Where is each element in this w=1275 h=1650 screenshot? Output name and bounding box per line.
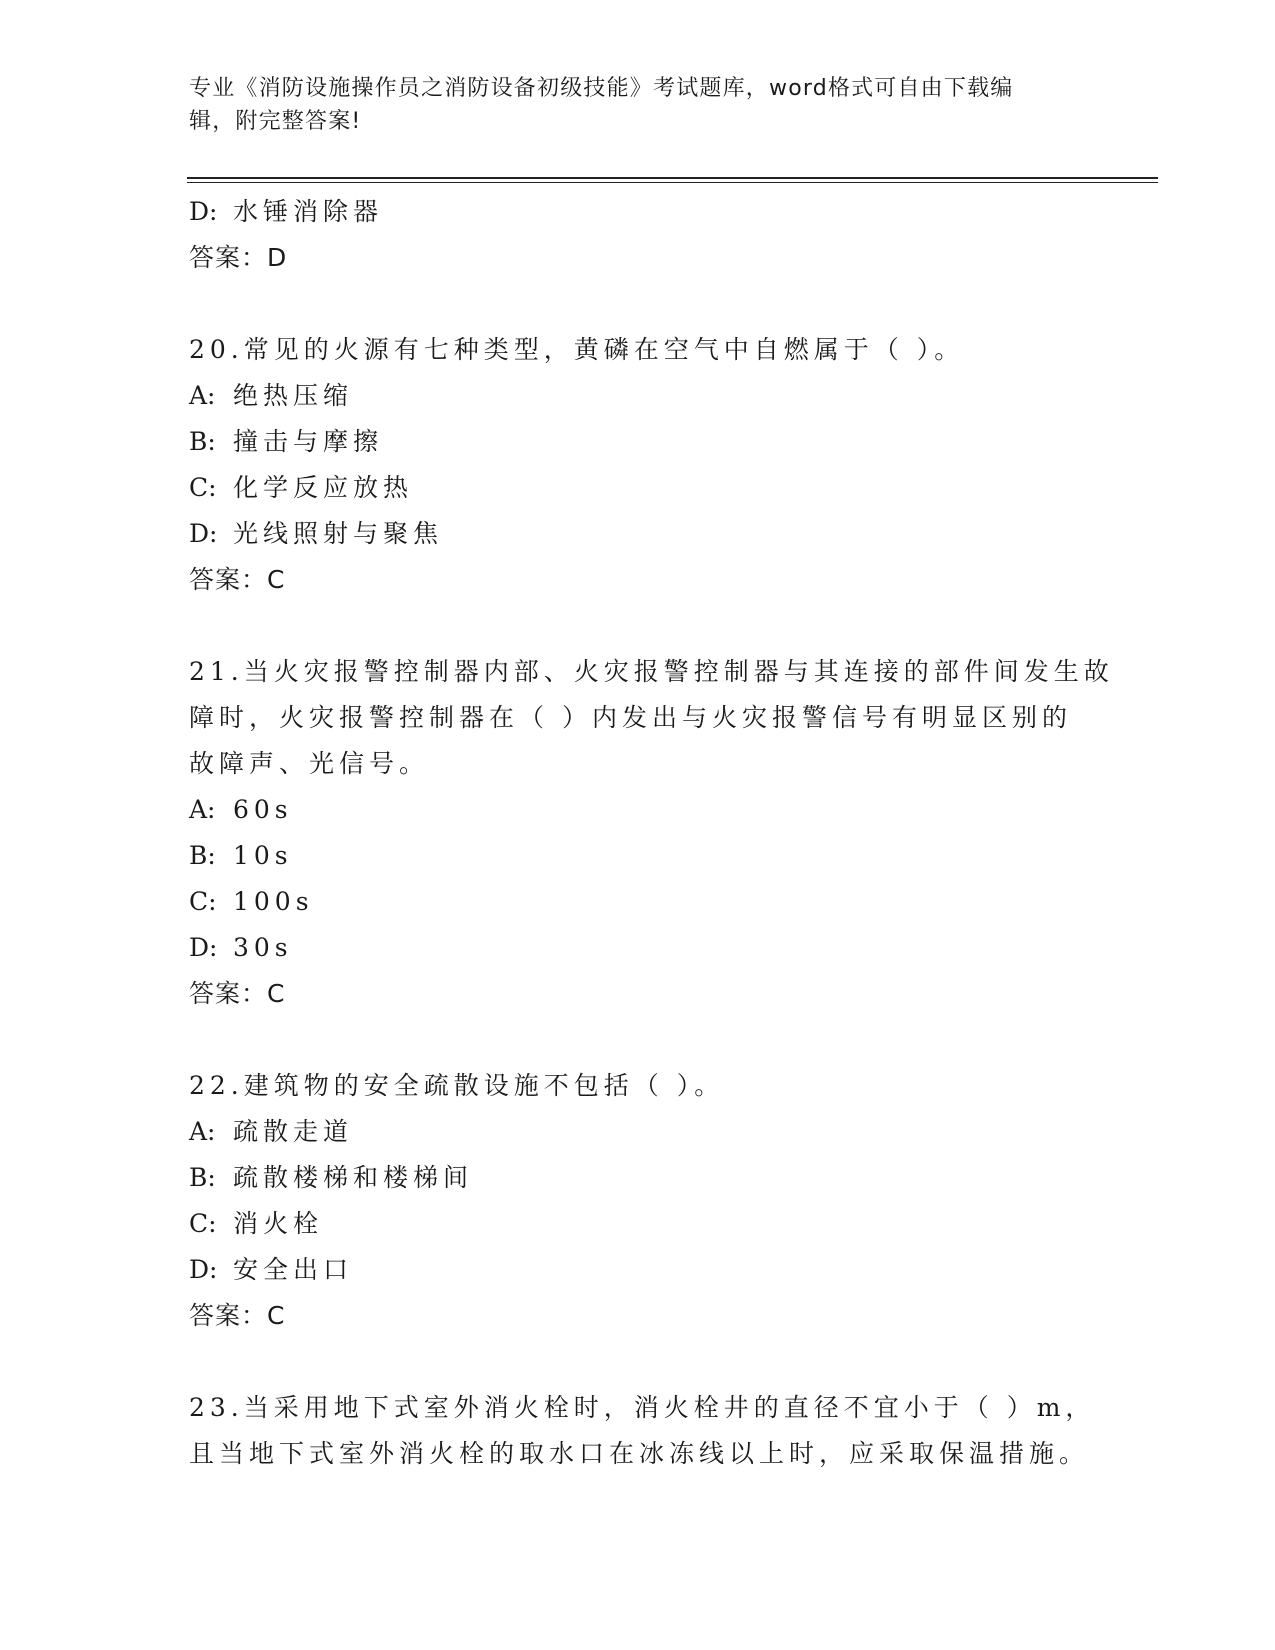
option-text: 撞击与摩擦 (233, 427, 384, 456)
option-text: 10s (233, 841, 293, 870)
option-label: B: (189, 841, 216, 870)
option-text: 安全出口 (233, 1255, 354, 1284)
header-divider-thick (187, 177, 1158, 179)
question-21 (189, 649, 1114, 1017)
answer-line: 答案：C (189, 1301, 286, 1330)
option-label: D: (189, 1255, 218, 1284)
option-item (189, 833, 1089, 879)
question-19-tail (189, 189, 1089, 281)
header-line-2: 辑，附完整答案! (189, 109, 362, 134)
option-label: C: (189, 1209, 217, 1238)
option-item (189, 925, 1089, 971)
option-label: A: (189, 381, 216, 410)
option-item (189, 1155, 1089, 1201)
option-label: C: (189, 887, 217, 916)
option-label: D: (189, 197, 218, 226)
option-text: 疏散楼梯和楼梯间 (233, 1163, 474, 1192)
header-line-1: 专业《消防设施操作员之消防设备初级技能》考试题库，word格式可自由下载编 (189, 76, 1014, 101)
question-content (189, 189, 1114, 1477)
option-item (189, 787, 1089, 833)
option-label: C: (189, 473, 217, 502)
question-23 (189, 1385, 1096, 1477)
question-text: 23.当采用地下式室外消火栓时，消火栓井的直径不宜小于（ ）m， (189, 1393, 1096, 1422)
question-text: 障时，火灾报警控制器在（ ）内发出与火灾报警信号有明显区别的 (189, 703, 1072, 732)
option-text: 水锤消除器 (233, 197, 384, 226)
option-item (189, 1109, 1089, 1155)
option-text: 光线照射与聚焦 (233, 519, 444, 548)
question-text: 故障声、光信号。 (189, 749, 430, 778)
option-text: 60s (233, 795, 293, 824)
question-text: 21.当火灾报警控制器内部、火灾报警控制器与其连接的部件间发生故 (189, 657, 1114, 686)
option-label: A: (189, 795, 216, 824)
option-item (189, 1247, 1089, 1293)
option-text: 绝热压缩 (233, 381, 354, 410)
question-text: 22.建筑物的安全疏散设施不包括（ ）。 (189, 1071, 725, 1100)
option-item (189, 373, 1089, 419)
option-item (189, 1201, 1089, 1247)
option-item (189, 511, 1089, 557)
option-text: 疏散走道 (233, 1117, 354, 1146)
option-item (189, 465, 1089, 511)
option-item (189, 189, 1089, 235)
option-text: 消火栓 (233, 1209, 324, 1238)
option-item (189, 879, 1089, 925)
option-label: B: (189, 427, 216, 456)
header-divider-thin (187, 182, 1158, 183)
question-text: 20.常见的火源有七种类型，黄磷在空气中自燃属于（ ）。 (189, 335, 965, 364)
option-label: A: (189, 1117, 216, 1146)
question-text: 且当地下式室外消火栓的取水口在冰冻线以上时，应采取保温措施。 (189, 1439, 1090, 1468)
option-label: B: (189, 1163, 216, 1192)
question-22 (189, 1063, 1089, 1339)
answer-line: 答案：C (189, 979, 286, 1008)
option-text: 100s (233, 887, 314, 916)
question-20 (189, 327, 1089, 603)
option-text: 化学反应放热 (233, 473, 414, 502)
answer-line: 答案：D (189, 243, 288, 272)
option-text: 30s (233, 933, 293, 962)
option-label: D: (189, 519, 218, 548)
page-header (189, 72, 1069, 138)
option-item (189, 419, 1089, 465)
option-label: D: (189, 933, 218, 962)
answer-line: 答案：C (189, 565, 286, 594)
